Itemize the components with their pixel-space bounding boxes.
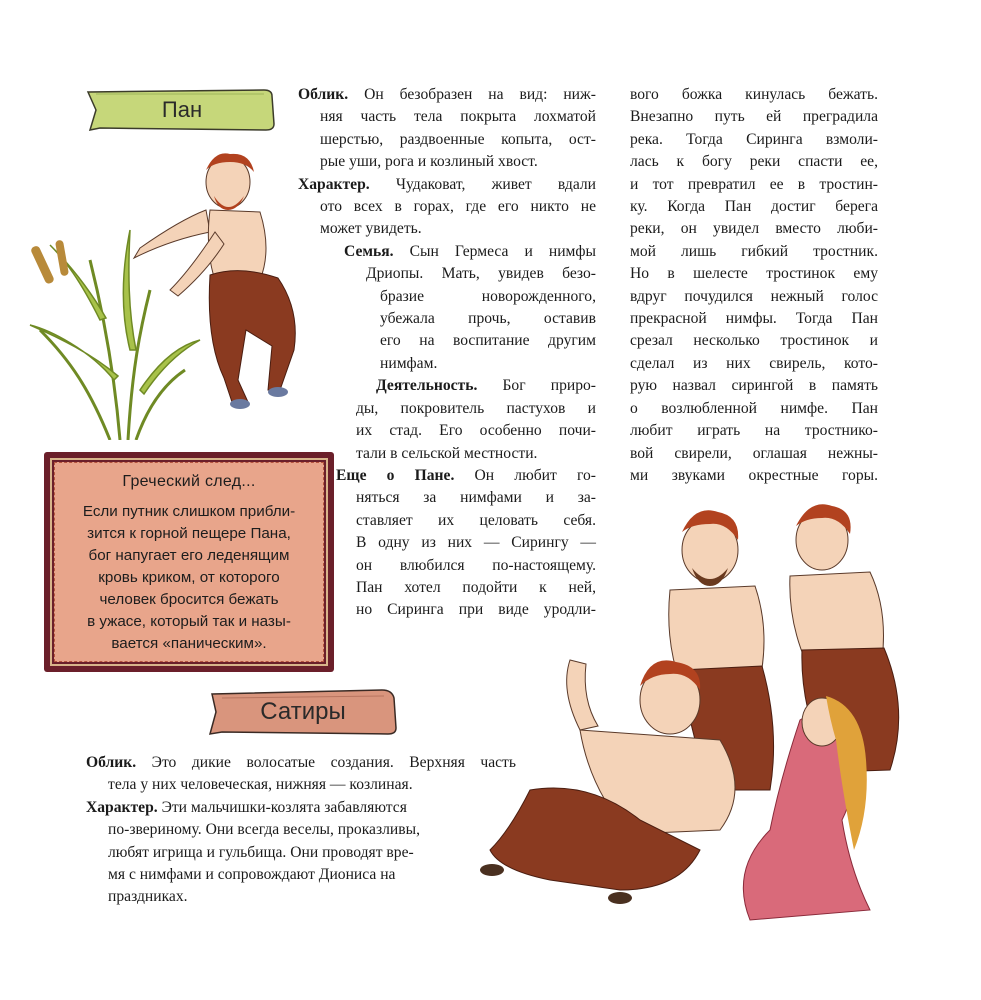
text-line: мой лишь гибкий тростник. bbox=[630, 242, 878, 260]
pan-banner bbox=[86, 88, 278, 132]
text-line: любят игрища и гульбища. Они проводят вре- bbox=[108, 843, 414, 861]
pan-banner-label: Пан bbox=[161, 97, 203, 122]
syringa-story-column bbox=[630, 84, 878, 487]
satyr-banner-label: Сатиры bbox=[260, 698, 346, 725]
text-line: ку. Когда Пан достиг берега bbox=[630, 198, 878, 216]
text-line: реки, он увидел вместо люби- bbox=[630, 220, 878, 238]
reed-plant bbox=[40, 260, 185, 440]
box-body bbox=[55, 501, 323, 655]
text-line: и тот превратил ее в тростин- bbox=[630, 175, 878, 193]
text-line: няя часть тела покрыта лохматой bbox=[320, 108, 596, 126]
text-line: вдруг почудился нежный голос bbox=[630, 287, 878, 305]
text-line: Облик. Это дикие волосатые создания. Верхняя часть bbox=[86, 754, 516, 771]
text-line: Характер. Эти мальчишки-козлята забавляются bbox=[86, 798, 407, 816]
text-line: рые уши, рога и козлиный хвост. bbox=[320, 153, 538, 171]
box-line: в ужасе, который так и назы- bbox=[87, 613, 291, 630]
text-line: ды, покровитель пастухов и bbox=[356, 399, 596, 417]
box-line: человек бросится бежать bbox=[99, 591, 279, 608]
text-line: Характер. Чудаковат, живет вдали bbox=[298, 175, 596, 193]
text-line: Облик. Он безобразен на вид: ниж- bbox=[298, 86, 596, 103]
text-line: Пан хотел подойти к ней, bbox=[356, 578, 596, 596]
satyrs-illustration bbox=[470, 490, 950, 950]
text-line: он влюбился по-настоящему. bbox=[356, 556, 596, 574]
box-title: Греческий след... bbox=[122, 473, 256, 490]
box-panel bbox=[54, 462, 324, 662]
text-line: по-звериному. Они всегда веселы, проказливы, bbox=[108, 821, 420, 839]
pan-illustration bbox=[10, 140, 310, 440]
text-line: Семья. Сын Гермеса и нимфы bbox=[344, 242, 596, 260]
text-line: их стад. Его особенно почи- bbox=[356, 422, 596, 440]
text-line: тали в сельской местности. bbox=[356, 444, 538, 462]
text-line: его на воспитание другим bbox=[380, 332, 596, 350]
text-line: няться за нимфами и за- bbox=[356, 489, 596, 507]
text-line: ставляет их целовать себя. bbox=[356, 511, 596, 529]
text-line: В одну из них — Сирингу — bbox=[356, 534, 596, 552]
text-line: сделал из них свирель, кото- bbox=[630, 354, 878, 372]
box-line: бог напугает его леденящим bbox=[88, 547, 290, 564]
text-line: лась к богу реки спасти ее, bbox=[630, 153, 878, 171]
satyr-figure bbox=[480, 660, 735, 904]
text-line: река. Тогда Сиринга взмоли- bbox=[630, 130, 878, 148]
text-line: праздниках. bbox=[108, 888, 188, 906]
satyr-banner bbox=[208, 688, 398, 736]
greek-trail-box bbox=[44, 452, 334, 672]
text-line: рую назвал сирингой в память bbox=[630, 377, 878, 395]
text-line: Внезапно путь ей преградила bbox=[630, 108, 878, 126]
text-line: может увидеть. bbox=[320, 220, 422, 238]
text-line: тела у них человеческая, нижняя — козлиная. bbox=[108, 776, 413, 794]
text-line: Но в шелесте тростинок ему bbox=[630, 265, 878, 283]
text-line: ми звуками окрестные горы. bbox=[630, 466, 878, 484]
text-line: Еще о Пане. Он любит го- bbox=[336, 466, 596, 484]
text-line: Деятельность. Бог приро- bbox=[376, 377, 596, 395]
box-line: кровь криком, от которого bbox=[98, 569, 280, 586]
text-line: срезал несколько тростинок и bbox=[630, 332, 878, 350]
box-line: Если путник слишком прибли- bbox=[82, 503, 296, 520]
text-line: о возлюбленной нимфе. Пан bbox=[630, 399, 878, 417]
text-line: мя с нимфами и сопровождают Диониса на bbox=[108, 866, 396, 884]
text-line: нимфам. bbox=[380, 354, 438, 372]
text-line: ото всех в горах, где его никто не bbox=[320, 198, 596, 216]
text-line: вого божка кинулась бежать. bbox=[630, 86, 878, 103]
text-line: прекрасной нимфы. Тогда Пан bbox=[630, 310, 878, 328]
text-line: Дриопы. Мать, увидев безо- bbox=[366, 265, 596, 283]
satyr-description bbox=[86, 752, 516, 909]
text-line: бразие новорожденного, bbox=[380, 287, 596, 305]
text-line: но Сиринга при виде уродли- bbox=[356, 601, 596, 619]
text-line: шерстью, раздвоенные копыта, ост- bbox=[320, 130, 596, 148]
text-line: вой свирели, оглашая нежны- bbox=[630, 444, 878, 462]
text-line: любит играть на тростнико- bbox=[630, 422, 878, 440]
box-line: вается «паническим». bbox=[111, 635, 267, 652]
text-line: убежала прочь, оставив bbox=[380, 310, 596, 328]
box-line: зится к горной пещере Пана, bbox=[87, 525, 291, 542]
